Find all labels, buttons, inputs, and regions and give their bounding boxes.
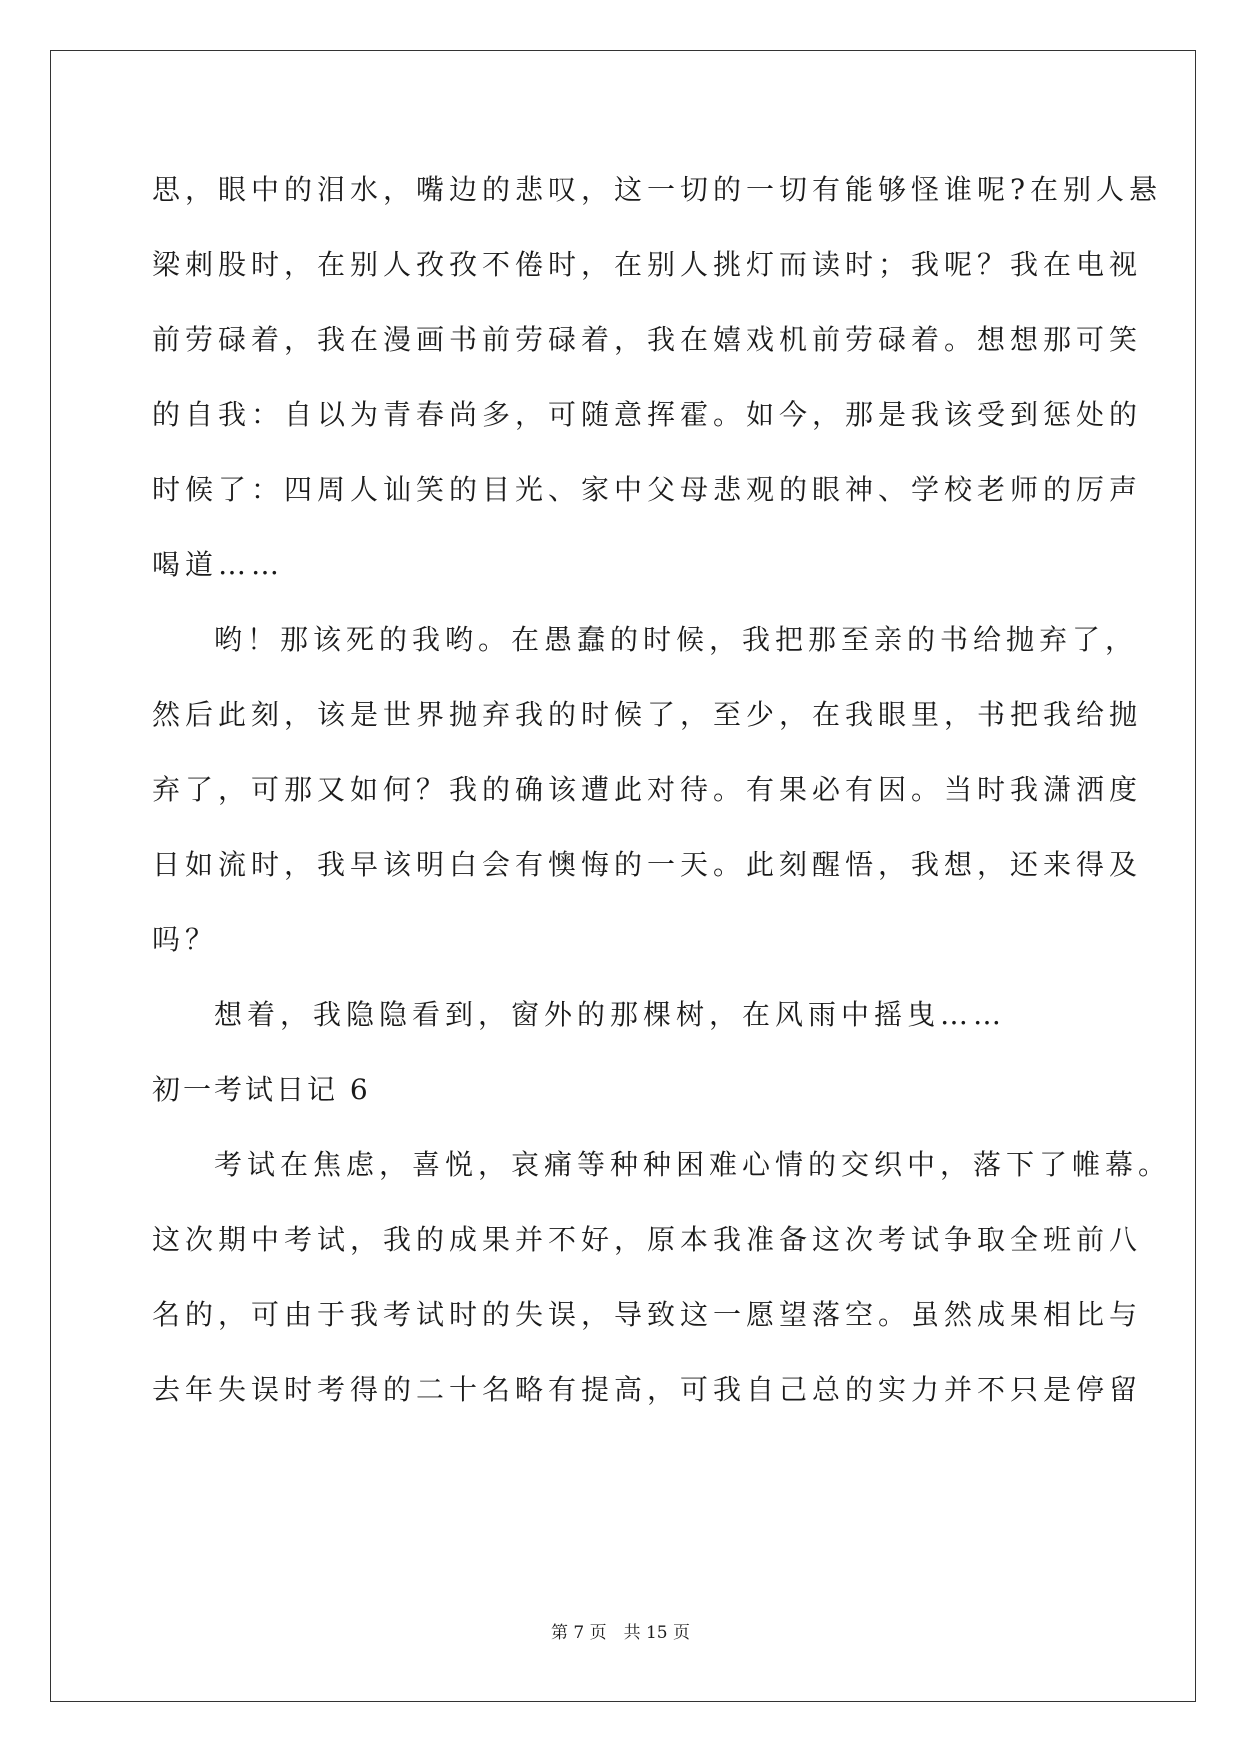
paragraph-start-line: 哟！那该死的我哟。在愚蠢的时候，我把那至亲的书给抛弃了， [214, 623, 1139, 656]
text-line: 时候了：四周人讪笑的目光、家中父母悲观的眼神、学校老师的厉声 [152, 473, 1143, 506]
text-line: 去年失误时考得的二十名略有提高，可我自己总的实力并不只是停留 [152, 1373, 1143, 1406]
text-line: 喝道…… [152, 548, 285, 581]
text-line: 日如流时，我早该明白会有懊悔的一天。此刻醒悟，我想，还来得及 [152, 848, 1143, 881]
section-heading: 初一考试日记 6 [152, 1073, 371, 1106]
paragraph-start-line: 想着，我隐隐看到，窗外的那棵树，在风雨中摇曳…… [214, 998, 1007, 1031]
text-line: 前劳碌着，我在漫画书前劳碌着，我在嬉戏机前劳碌着。想想那可笑 [152, 323, 1143, 356]
text-line: 梁刺股时，在别人孜孜不倦时，在别人挑灯而读时；我呢？我在电视 [152, 248, 1143, 281]
text-line: 的自我：自以为青春尚多，可随意挥霍。如今，那是我该受到惩处的 [152, 398, 1143, 431]
text-line: 弃了，可那又如何？我的确该遭此对待。有果必有因。当时我潇洒度 [152, 773, 1143, 806]
page-number-footer: 第 7 页 共 15 页 [550, 1623, 691, 1643]
text-line: 这次期中考试，我的成果并不好，原本我准备这次考试争取全班前八 [152, 1223, 1143, 1256]
text-line: 思，眼中的泪水，嘴边的悲叹，这一切的一切有能够怪谁呢?在别人悬 [152, 173, 1163, 206]
paragraph-start-line: 考试在焦虑，喜悦，哀痛等种种困难心情的交织中，落下了帷幕。 [214, 1148, 1172, 1181]
text-line: 然后此刻，该是世界抛弃我的时候了，至少，在我眼里，书把我给抛 [152, 698, 1143, 731]
text-line: 名的，可由于我考试时的失误，导致这一愿望落空。虽然成果相比与 [152, 1298, 1143, 1331]
text-line: 吗？ [152, 923, 219, 956]
